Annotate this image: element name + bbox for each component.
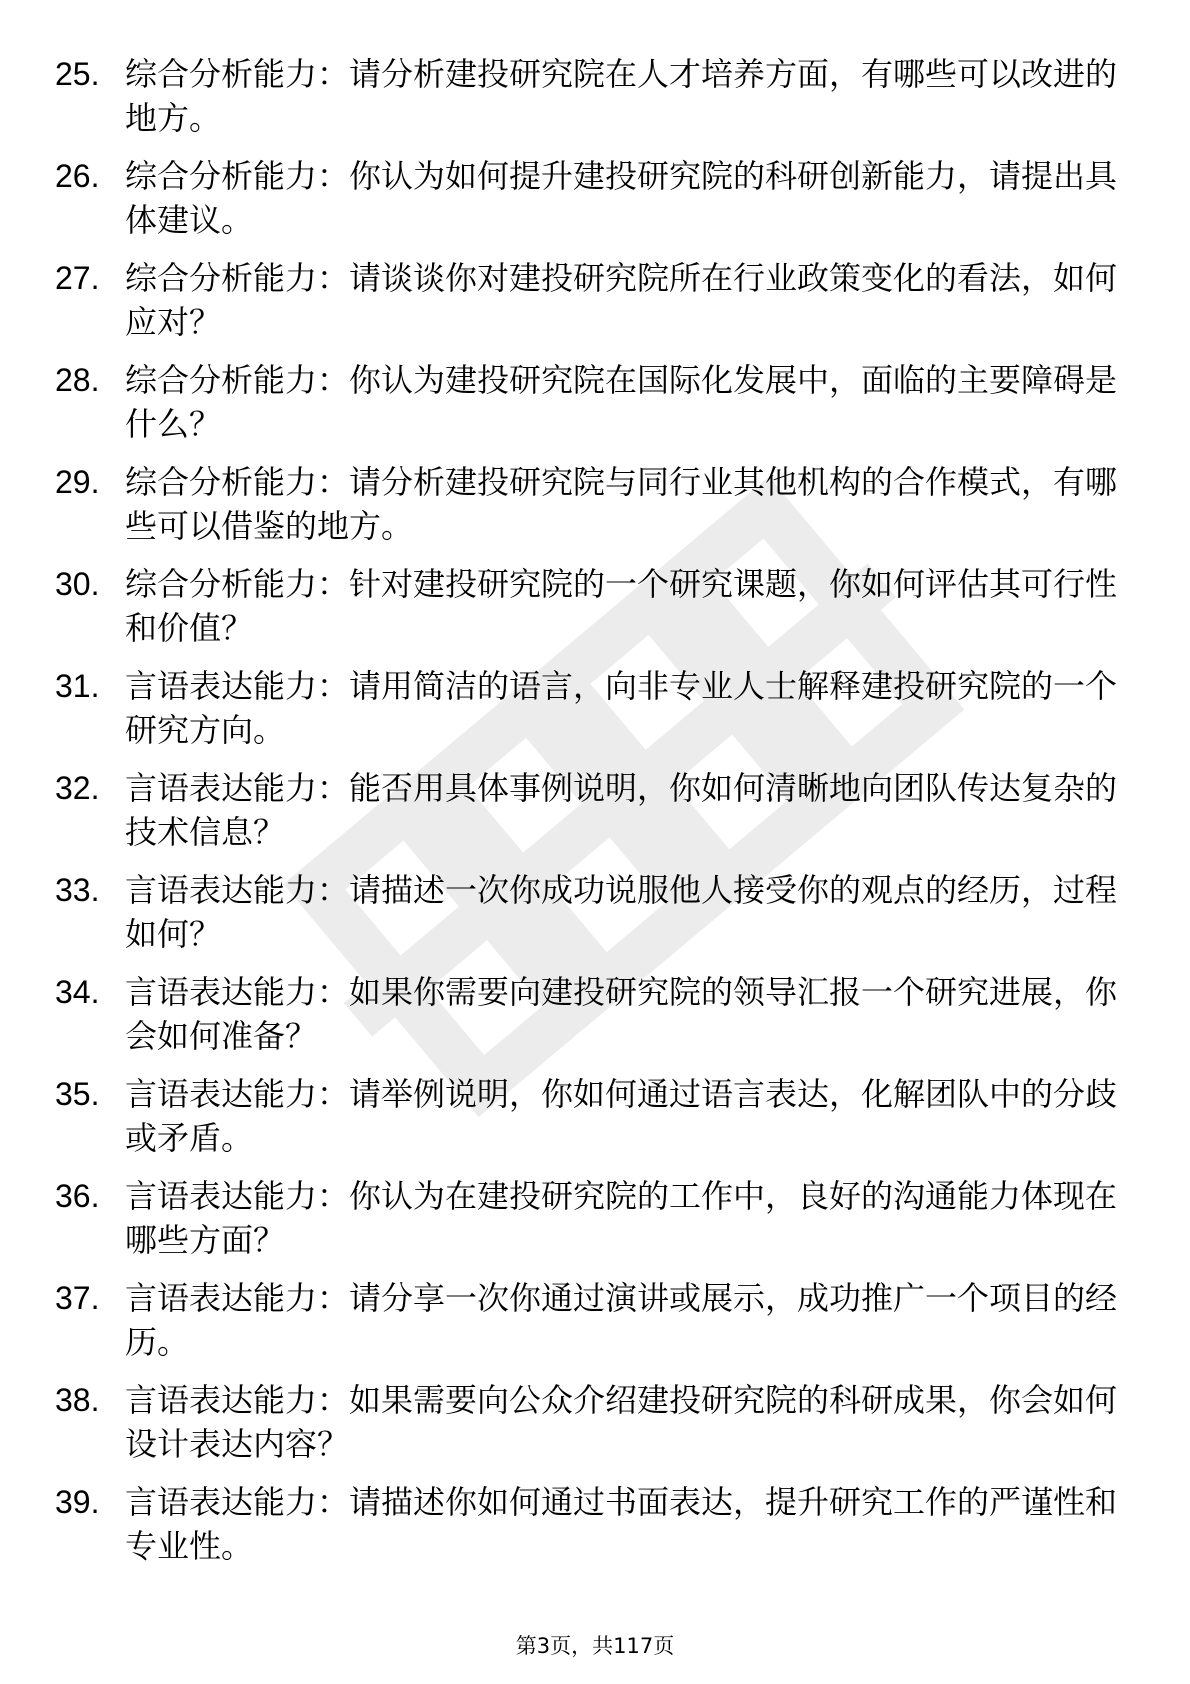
question-number: 35. — [55, 1076, 100, 1112]
question-item — [55, 1174, 1135, 1276]
question-item — [55, 664, 1135, 766]
question-number: 33. — [55, 872, 100, 908]
question-text: 言语表达能力：如果需要向公众介绍建投研究院的科研成果，你会如何设计表达内容？ — [125, 1381, 1118, 1463]
question-item — [55, 562, 1135, 664]
question-item — [55, 970, 1135, 1072]
question-item — [55, 1276, 1135, 1378]
question-item — [55, 766, 1135, 868]
question-number: 30. — [55, 566, 100, 602]
question-text: 综合分析能力：你认为如何提升建投研究院的科研创新能力，请提出具体建议。 — [125, 157, 1118, 239]
question-item — [55, 1480, 1135, 1582]
question-number: 37. — [55, 1280, 100, 1316]
question-text: 综合分析能力：请谈谈你对建投研究院所在行业政策变化的看法，如何应对？ — [125, 259, 1118, 341]
question-number: 25. — [55, 56, 100, 92]
question-number: 27. — [55, 260, 100, 296]
question-number: 36. — [55, 1178, 100, 1214]
question-list — [55, 52, 1135, 1582]
question-item — [55, 256, 1135, 358]
question-item — [55, 1072, 1135, 1174]
question-item — [55, 358, 1135, 460]
question-text: 综合分析能力：请分析建投研究院在人才培养方面，有哪些可以改进的地方。 — [125, 55, 1118, 137]
question-item — [55, 460, 1135, 562]
question-text: 言语表达能力：请描述你如何通过书面表达，提升研究工作的严谨性和专业性。 — [125, 1483, 1118, 1565]
question-number: 39. — [55, 1484, 100, 1520]
page-number: 第3页，共117页 — [515, 1634, 675, 1658]
question-number: 32. — [55, 770, 100, 806]
question-item — [55, 52, 1135, 154]
question-text: 言语表达能力：请用简洁的语言，向非专业人士解释建投研究院的一个研究方向。 — [125, 667, 1118, 749]
question-item — [55, 1378, 1135, 1480]
question-text: 言语表达能力：你认为在建投研究院的工作中，良好的沟通能力体现在哪些方面？ — [125, 1177, 1118, 1259]
question-text: 综合分析能力：你认为建投研究院在国际化发展中，面临的主要障碍是什么？ — [125, 361, 1118, 443]
question-text: 言语表达能力：请举例说明，你如何通过语言表达，化解团队中的分歧或矛盾。 — [125, 1075, 1118, 1157]
question-text: 综合分析能力：请分析建投研究院与同行业其他机构的合作模式，有哪些可以借鉴的地方。 — [125, 463, 1118, 545]
question-text: 言语表达能力：能否用具体事例说明，你如何清晰地向团队传达复杂的技术信息？ — [125, 769, 1118, 851]
question-number: 34. — [55, 974, 100, 1010]
question-item — [55, 154, 1135, 256]
question-number: 31. — [55, 668, 100, 704]
question-text: 综合分析能力：针对建投研究院的一个研究课题，你如何评估其可行性和价值？ — [125, 565, 1118, 647]
question-text: 言语表达能力：请分享一次你通过演讲或展示，成功推广一个项目的经历。 — [125, 1279, 1118, 1361]
question-item — [55, 868, 1135, 970]
question-number: 26. — [55, 158, 100, 194]
question-text: 言语表达能力：请描述一次你成功说服他人接受你的观点的经历，过程如何？ — [125, 871, 1118, 953]
question-number: 29. — [55, 464, 100, 500]
question-number: 38. — [55, 1382, 100, 1418]
question-text: 言语表达能力：如果你需要向建投研究院的领导汇报一个研究进展，你会如何准备？ — [125, 973, 1118, 1055]
question-number: 28. — [55, 362, 100, 398]
